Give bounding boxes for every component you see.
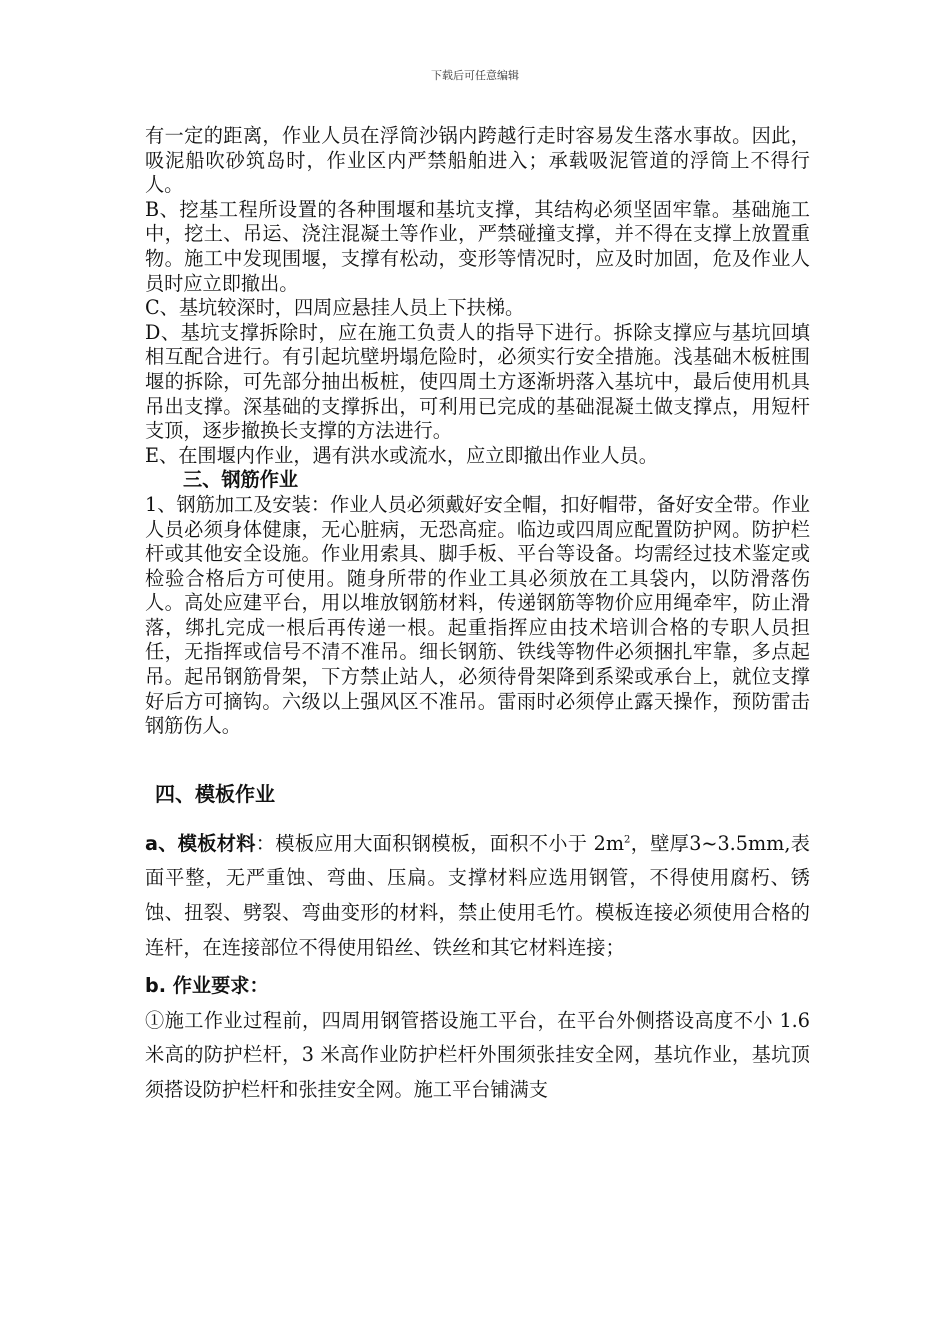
document-body (145, 124, 810, 1108)
section-heading-formwork: 四、模板作业 (155, 781, 275, 806)
formwork-materials-text-2: ，壁厚3~3.5mm,表面平整，无严重蚀、弯曲、压扁。支撑材料应选用钢管，不得使用腐朽、锈蚀、扭裂、劈裂、弯曲变形的材料，禁止使用毛竹。模板连接必须使用合格的连杆，在连接部位不得使用铅丝、铁丝和其它材料连接； (145, 831, 810, 959)
paragraph-e: E、在围堰内作业，遇有洪水或流水，应立即撤出作业人员。 (145, 443, 658, 467)
requirements-heading: b. 作业要求： (145, 974, 269, 998)
formwork-materials-superscript: 2 (624, 834, 631, 846)
paragraph-continued: 有一定的距离，作业人员在浮筒沙锅内跨越行走时容易发生落水事故。因此，吸泥船吹砂筑岛时，作业区内严禁船舶进入；承载吸泥管道的浮筒上不得行人。 (145, 124, 810, 197)
page-header: 下载后可任意编辑 (431, 69, 519, 82)
paragraph-c: C、基坑较深时，四周应悬挂人员上下扶梯。 (145, 296, 525, 320)
paragraph-rebar: 1、钢筋加工及安装：作业人员必须戴好安全帽，扣好帽带，备好安全带。作业人员必须身体健康，无心脏病，无恐高症。临边或四周应配置防护网。防护栏杆或其他安全设施。作业用索具、脚手板、平台等设备。均需经过技术鉴定或检验合格后方可使用。随身所带的作业工具必须放在工具袋内，以防滑落伤人。高处应建平台，用以堆放钢筋材料，传递钢筋等物价应用绳牵牢，防止滑落，绑扎完成一根后再传递一根。起重指挥应由技术培训合格的专职人员担任，无指挥或信号不清不准吊。细长钢筋、铁线等物件必须捆扎牢靠，多点起吊。起吊钢筋骨架，下方禁止站人，必须待骨架降到系梁或承台上，就位支撑好后方可摘钩。六级以上强风区不准吊。雷雨时必须停止露天操作，预防雷击钢筋伤人。 (145, 492, 810, 738)
formwork-materials-text-1: ：模板应用大面积钢模板，面积不小于 2m (255, 831, 625, 855)
paragraph-d: D、基坑支撑拆除时，应在施工负责人的指导下进行。拆除支撑应与基坑回填相互配合进行。有引起坑壁坍塌危险时，必须实行安全措施。浅基础木板桩围堰的拆除，可先部分抽出板桩，使四周土方逐渐坍落入基坑中，最后使用机具吊出支撑。深基础的支撑拆出，可利用已完成的基础混凝土做支撑点，用短杆支顶，逐步撤换长支撑的方法进行。 (145, 320, 810, 443)
paragraph-requirement-1: ①施工作业过程前，四周用钢管搭设施工平台，在平台外侧搭设高度不小 1.6 米高的防护栏杆，3 米高作业防护栏杆外围须张挂安全网，基坑作业，基坑顶须搭设防护栏杆和张挂安全网。施工平台铺满支 (145, 1008, 810, 1101)
paragraph-formwork-materials (145, 827, 810, 965)
paragraph-b: B、挖基工程所设置的各种围堰和基坑支撑，其结构必须坚固牢靠。基础施工中，挖土、吊运、浇注混凝土等作业，严禁碰撞支撑，并不得在支撑上放置重物。施工中发现围堰，支撑有松动，变形等情况时，应及时加固，危及作业人员时应立即撤出。 (145, 197, 810, 295)
formwork-materials-lead: a、模板材料 (145, 831, 256, 855)
section-heading-rebar: 三、钢筋作业 (183, 468, 299, 492)
